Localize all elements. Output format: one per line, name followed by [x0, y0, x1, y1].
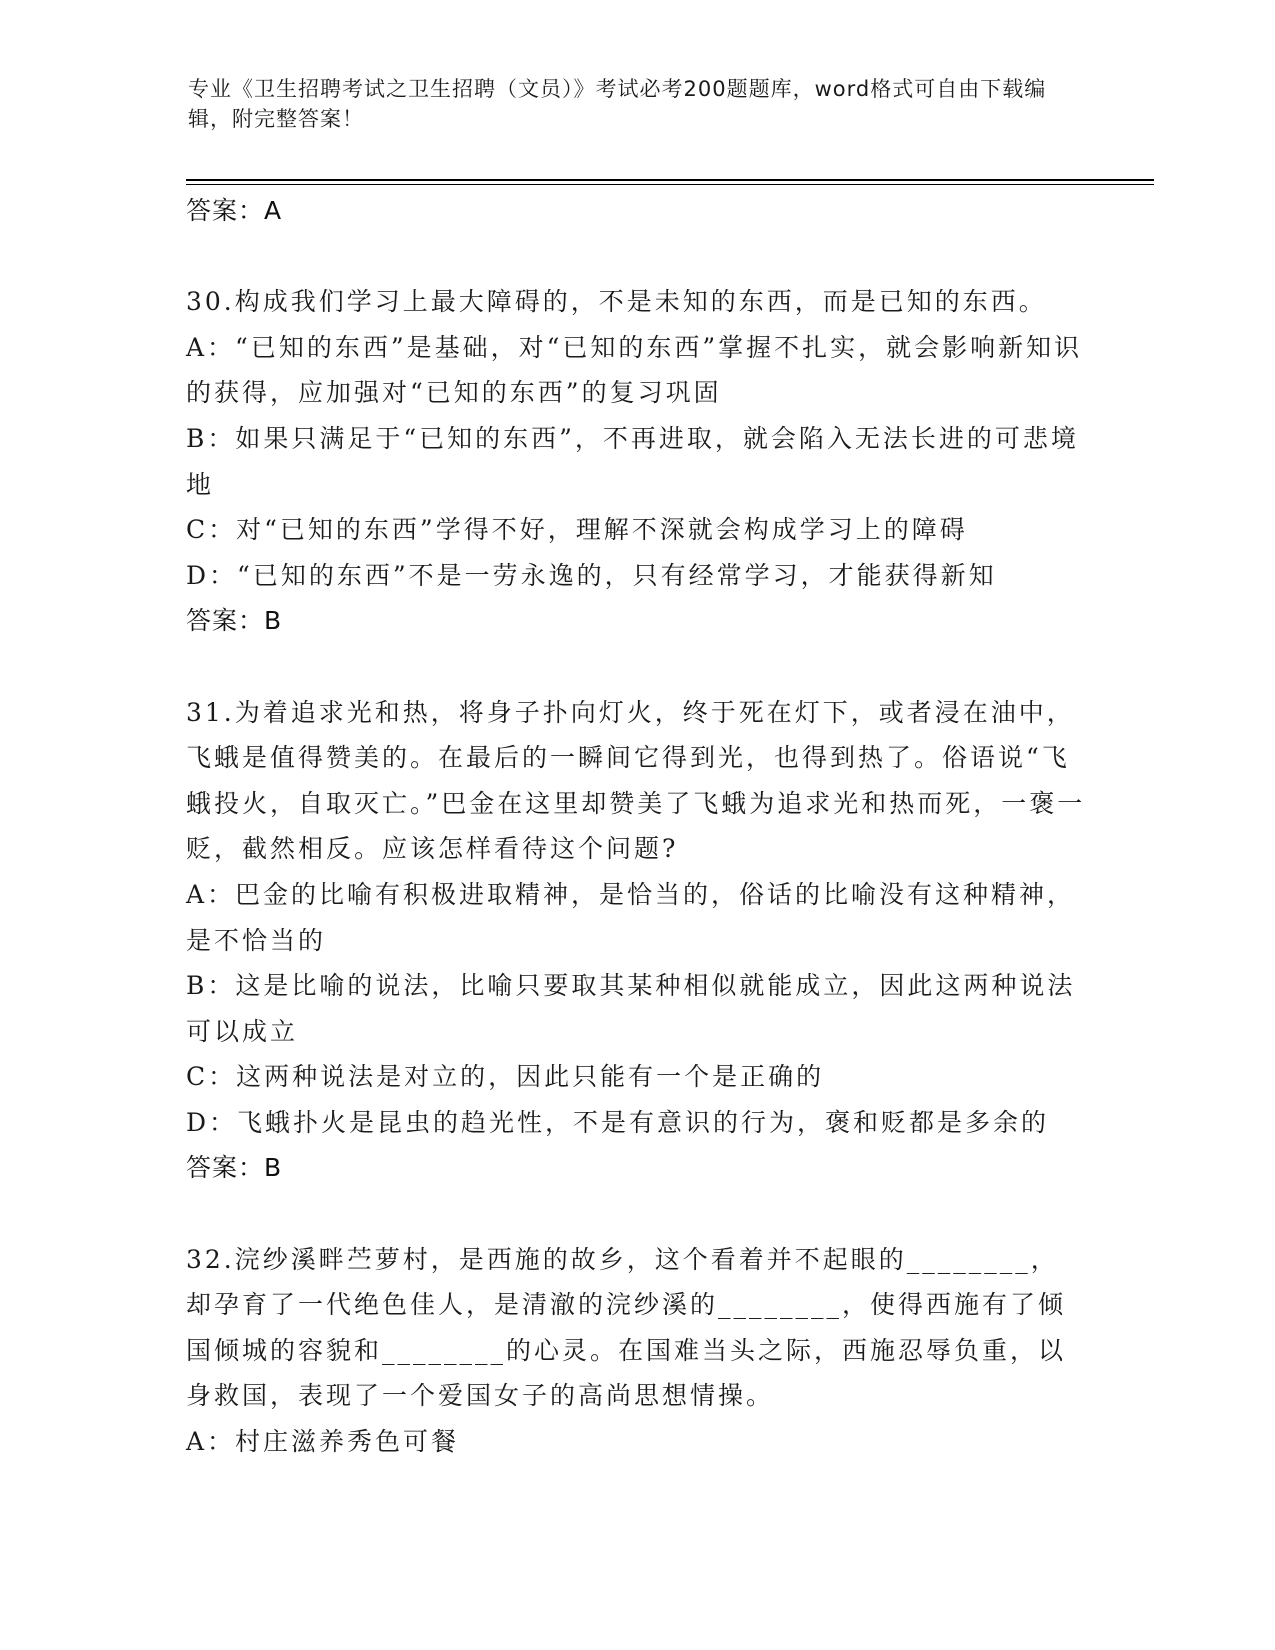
document-body	[186, 188, 1086, 1465]
option-b: B：如果只满足于“已知的东西”，不再进取，就会陷入无法长进的可悲境地	[186, 423, 1079, 499]
header-rule-thick	[186, 179, 1154, 181]
option-d: D：“已知的东西”不是一劳永逸的，只有经常学习，才能获得新知	[186, 560, 997, 590]
option-a: A：巴金的比喻有积极进取精神，是恰当的，俗话的比喻没有这种精神，是不恰当的	[186, 879, 1076, 955]
option-c: C：这两种说法是对立的，因此只能有一个是正确的	[186, 1062, 825, 1092]
header-rule-thin	[186, 184, 1154, 185]
question-block	[186, 1237, 1086, 1465]
option-a: A：村庄滋养秀色可餐	[186, 1427, 460, 1457]
answer-line: 答案：B	[186, 1153, 283, 1183]
spacer	[186, 234, 1086, 280]
page-header: 专业《卫生招聘考试之卫生招聘（文员）》考试必考200题题库，word格式可自由下载编辑，附完整答案！	[188, 77, 1047, 131]
spacer	[186, 1191, 1086, 1237]
question-stem: 31.为着追求光和热，将身子扑向灯火，终于死在灯下，或者浸在油中，飞蛾是值得赞美的。在最后的一瞬间它得到光，也得到热了。俗语说“飞蛾投火，自取灭亡。”巴金在这里却赞美了飞蛾为追求光和热而死，一褒一贬，截然相反。应该怎样看待这个问题?	[186, 697, 1086, 864]
question-stem: 30.构成我们学习上最大障碍的，不是未知的东西，而是已知的东西。	[186, 287, 1047, 317]
option-b: B：这是比喻的说法，比喻只要取其某种相似就能成立，因此这两种说法可以成立	[186, 971, 1076, 1046]
option-a: A：“已知的东西”是基础，对“已知的东西”掌握不扎实，就会影响新知识的获得，应加强对“已知的东西”的复习巩固	[186, 332, 1083, 408]
question-block	[186, 279, 1086, 644]
option-d: D：飞蛾扑火是昆虫的趋光性，不是有意识的行为，褒和贬都是多余的	[186, 1107, 1050, 1137]
spacer	[186, 644, 1086, 690]
answer-line: 答案：A	[186, 196, 283, 225]
option-c: C：对“已知的东西”学得不好，理解不深就会构成学习上的障碍	[186, 515, 968, 545]
question-stem: 32.浣纱溪畔苎萝村，是西施的故乡，这个看着并不起眼的________，却孕育了一代绝色佳人，是清澈的浣纱溪的________，使得西施有了倾国倾城的容貌和________的心灵。在国难当头之际，西施忍辱负重，以身救国，表现了一个爱国女子的高尚思想情操。	[186, 1244, 1067, 1411]
question-block	[186, 690, 1086, 1192]
answer-line: 答案：B	[186, 606, 283, 636]
